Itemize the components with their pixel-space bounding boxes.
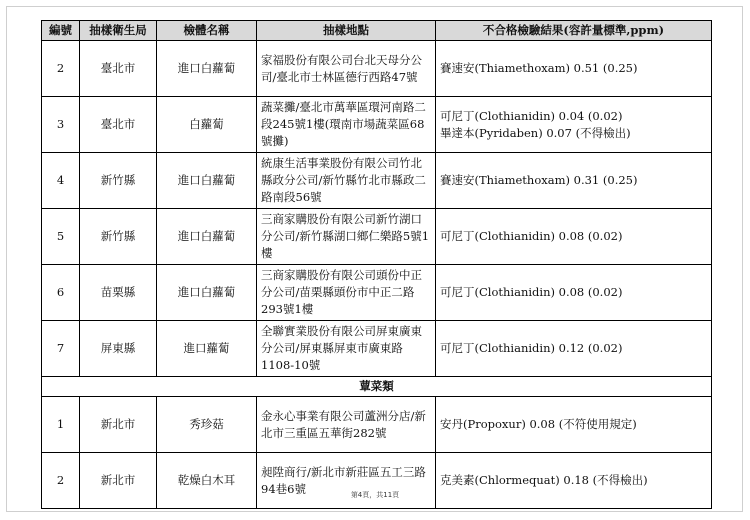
inspection-table [41,20,712,509]
cell-sample-name: 進口白蘿蔔 [157,153,257,209]
cell-results [436,453,712,509]
section-row [42,377,712,397]
result-line: 安丹(Propoxur) 0.08 (不符使用規定) [440,417,637,431]
cell-results [436,265,712,321]
table-row [42,397,712,453]
cell-sample-name: 白蘿蔔 [157,97,257,153]
cell-sample-name: 進口白蘿蔔 [157,41,257,97]
cell-sample-name: 進口白蘿蔔 [157,265,257,321]
cell-number: 3 [42,97,80,153]
result-line: 可尼丁(Clothianidin) 0.12 (0.02) [440,341,623,355]
cell-results [436,209,712,265]
cell-location: 三商家購股份有限公司新竹湖口分公司/新竹縣湖口鄉仁樂路5號1樓 [257,209,436,265]
cell-sample-name: 乾燥白木耳 [157,453,257,509]
cell-location: 家福股份有限公司台北天母分公司/臺北市士林區德行西路47號 [257,41,436,97]
result-line: 賽速安(Thiamethoxam) 0.31 (0.25) [440,173,638,187]
result-line: 賽速安(Thiamethoxam) 0.51 (0.25) [440,61,638,75]
cell-number: 6 [42,265,80,321]
cell-bureau: 屏東縣 [80,321,157,377]
cell-bureau: 臺北市 [80,97,157,153]
cell-number: 4 [42,153,80,209]
table-row [42,321,712,377]
cell-results [436,153,712,209]
table-row [42,265,712,321]
section-title: 蕈菜類 [42,377,712,397]
cell-bureau: 新竹縣 [80,209,157,265]
cell-results [436,397,712,453]
cell-sample-name: 進口蘿蔔 [157,321,257,377]
result-line: 可尼丁(Clothianidin) 0.08 (0.02) [440,285,623,299]
cell-number: 7 [42,321,80,377]
cell-location: 蔬菜攤/臺北市萬華區環河南路二段245號1樓(環南市場蔬菜區68號攤) [257,97,436,153]
table-row [42,41,712,97]
table-row [42,153,712,209]
header-sample-name: 檢體名稱 [157,21,257,41]
cell-bureau: 新北市 [80,397,157,453]
cell-sample-name: 進口白蘿蔔 [157,209,257,265]
header-location: 抽樣地點 [257,21,436,41]
cell-location: 統康生活事業股份有限公司竹北縣政分公司/新竹縣竹北市縣政二路南段56號 [257,153,436,209]
cell-location: 昶陞商行/新北市新莊區五工三路94巷6號 [257,453,436,509]
cell-bureau: 苗栗縣 [80,265,157,321]
cell-bureau: 新竹縣 [80,153,157,209]
cell-sample-name: 秀珍菇 [157,397,257,453]
table-row [42,453,712,509]
result-line: 畢達本(Pyridaben) 0.07 (不得檢出) [440,125,631,140]
page-footer: 第4頁，共11頁 [350,491,400,499]
cell-number: 1 [42,397,80,453]
cell-bureau: 臺北市 [80,41,157,97]
result-line: 可尼丁(Clothianidin) 0.08 (0.02) [440,229,623,243]
table-row [42,97,712,153]
result-line: 克美素(Chlormequat) 0.18 (不得檢出) [440,473,648,487]
table-row [42,209,712,265]
header-bureau: 抽樣衛生局 [80,21,157,41]
cell-location: 三商家購股份有限公司頭份中正分公司/苗栗縣頭份市中正二路293號1樓 [257,265,436,321]
cell-location: 金永心事業有限公司蘆洲分店/新北市三重區五華街282號 [257,397,436,453]
cell-results [436,321,712,377]
table-header-row [42,21,712,41]
header-results: 不合格檢驗結果(容許量標準,ppm) [436,21,712,41]
result-line: 可尼丁(Clothianidin) 0.04 (0.02) [440,108,623,123]
header-number: 編號 [42,21,80,41]
cell-number: 2 [42,41,80,97]
cell-results [436,41,712,97]
cell-location: 全聯實業股份有限公司屏東廣東分公司/屏東縣屏東市廣東路1108-10號 [257,321,436,377]
cell-number: 5 [42,209,80,265]
cell-results [436,97,712,153]
cell-number: 2 [42,453,80,509]
cell-bureau: 新北市 [80,453,157,509]
